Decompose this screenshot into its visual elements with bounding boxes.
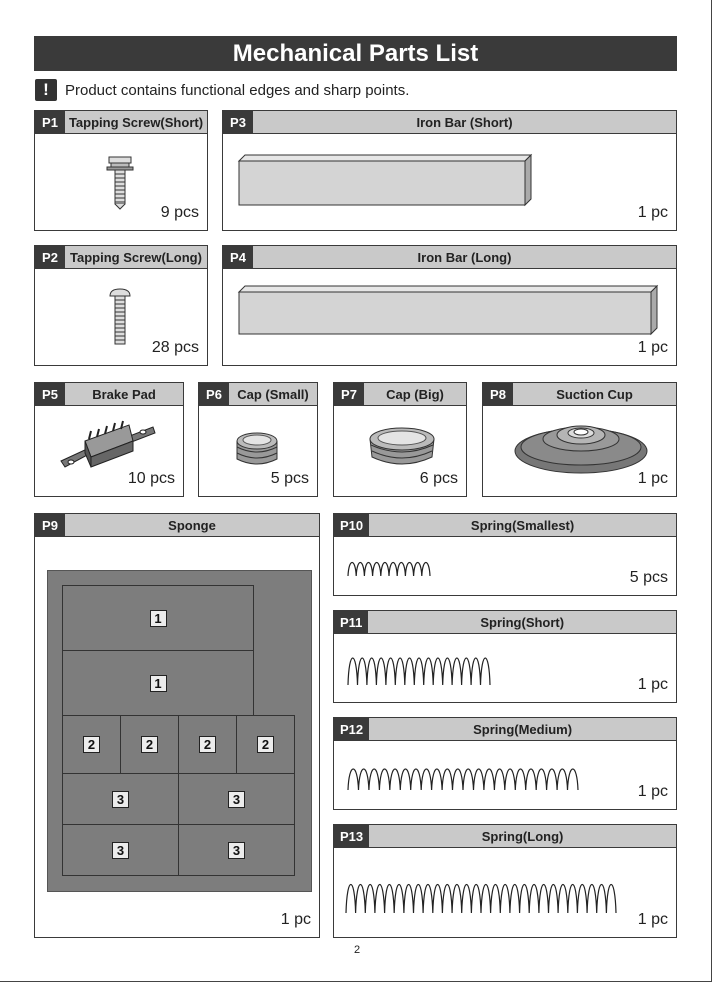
warning-text: Product contains functional edges and sharp points. xyxy=(65,81,410,99)
part-name: Sponge xyxy=(168,517,216,533)
part-code: P13 xyxy=(334,825,369,847)
part-header xyxy=(35,383,183,406)
warning-note xyxy=(35,78,409,102)
part-header xyxy=(223,246,676,269)
part-code: P12 xyxy=(334,718,369,740)
part-header xyxy=(35,246,207,269)
part-name: Spring(Long) xyxy=(481,828,564,844)
sponge-piece: 2 xyxy=(178,715,237,774)
sponge-piece: 2 xyxy=(120,715,179,774)
part-name: Iron Bar (Long) xyxy=(417,249,512,265)
short-screw-icon xyxy=(105,155,135,210)
part-quantity: 28 pcs xyxy=(151,339,199,356)
part-name: Brake Pad xyxy=(92,386,156,402)
part-code: P6 xyxy=(199,383,229,405)
part-card-p7 xyxy=(333,382,467,497)
part-name: Suction Cup xyxy=(556,386,633,402)
sponge-piece: 3 xyxy=(178,773,295,825)
part-code: P8 xyxy=(483,383,513,405)
iron-bar-long-icon xyxy=(237,284,662,336)
part-code: P4 xyxy=(223,246,253,268)
part-code: P1 xyxy=(35,111,65,133)
part-name: Cap (Big) xyxy=(386,386,444,402)
part-code: P7 xyxy=(334,383,364,405)
part-card-p1 xyxy=(34,110,208,231)
spring-long-icon xyxy=(344,875,620,915)
part-card-p11 xyxy=(333,610,677,703)
part-code: P3 xyxy=(223,111,253,133)
part-name: Tapping Screw(Long) xyxy=(70,249,202,265)
part-card-p5 xyxy=(34,382,184,497)
long-screw-icon xyxy=(107,288,133,348)
part-header xyxy=(334,514,676,537)
sponge-piece: 3 xyxy=(178,824,295,876)
part-card-p12 xyxy=(333,717,677,810)
part-name: Spring(Smallest) xyxy=(470,517,575,533)
part-header xyxy=(334,718,676,741)
part-quantity: 5 pcs xyxy=(270,470,309,487)
small-cap-icon xyxy=(233,429,281,469)
part-card-p3 xyxy=(222,110,677,231)
part-quantity: 1 pc xyxy=(637,470,668,487)
sponge-piece: 2 xyxy=(236,715,295,774)
part-quantity: 1 pc xyxy=(637,911,668,928)
part-code: P11 xyxy=(334,611,368,633)
sponge-piece: 3 xyxy=(62,824,179,876)
part-quantity: 10 pcs xyxy=(127,470,175,487)
part-name: Cap (Small) xyxy=(237,386,309,402)
part-name: Spring(Short) xyxy=(480,614,565,630)
part-name: Iron Bar (Short) xyxy=(416,114,513,130)
part-quantity: 1 pc xyxy=(637,676,668,693)
part-quantity: 9 pcs xyxy=(160,204,199,221)
part-header xyxy=(334,825,676,848)
suction-cup-icon xyxy=(511,417,651,475)
sponge-piece: 3 xyxy=(62,773,179,825)
big-cap-icon xyxy=(366,425,438,473)
part-card-p4 xyxy=(222,245,677,366)
part-name: Tapping Screw(Short) xyxy=(68,114,204,130)
sponge-layout xyxy=(47,570,312,892)
part-header xyxy=(483,383,676,406)
part-card-p2 xyxy=(34,245,208,366)
part-quantity: 5 pcs xyxy=(629,569,668,586)
part-quantity: 1 pc xyxy=(637,204,668,221)
part-header xyxy=(223,111,676,134)
part-card-p9 xyxy=(34,513,320,938)
part-header xyxy=(199,383,317,406)
part-name: Spring(Medium) xyxy=(473,721,573,737)
spring-smallest-icon xyxy=(346,558,434,578)
part-quantity: 1 pc xyxy=(637,783,668,800)
part-quantity: 1 pc xyxy=(280,911,311,928)
part-header xyxy=(35,514,319,537)
brake-pad-icon xyxy=(57,419,157,474)
page-title: Mechanical Parts List xyxy=(34,36,677,71)
part-code: P5 xyxy=(35,383,65,405)
part-header xyxy=(334,383,466,406)
exclamation-icon: ! xyxy=(35,79,57,101)
part-code: P2 xyxy=(35,246,65,268)
spring-medium-icon xyxy=(346,762,582,792)
part-header xyxy=(35,111,207,134)
part-header xyxy=(334,611,676,634)
sponge-piece: 1 xyxy=(62,650,254,716)
sponge-piece: 2 xyxy=(62,715,121,774)
part-quantity: 1 pc xyxy=(637,339,668,356)
part-quantity: 6 pcs xyxy=(419,470,458,487)
spring-short-icon xyxy=(346,649,494,687)
part-code: P9 xyxy=(35,514,65,536)
iron-bar-short-icon xyxy=(237,153,537,208)
part-card-p13 xyxy=(333,824,677,938)
part-card-p10 xyxy=(333,513,677,596)
page-number: 2 xyxy=(353,944,361,956)
sponge-piece: 1 xyxy=(62,585,254,651)
part-card-p6 xyxy=(198,382,318,497)
part-code: P10 xyxy=(334,514,369,536)
part-card-p8 xyxy=(482,382,677,497)
